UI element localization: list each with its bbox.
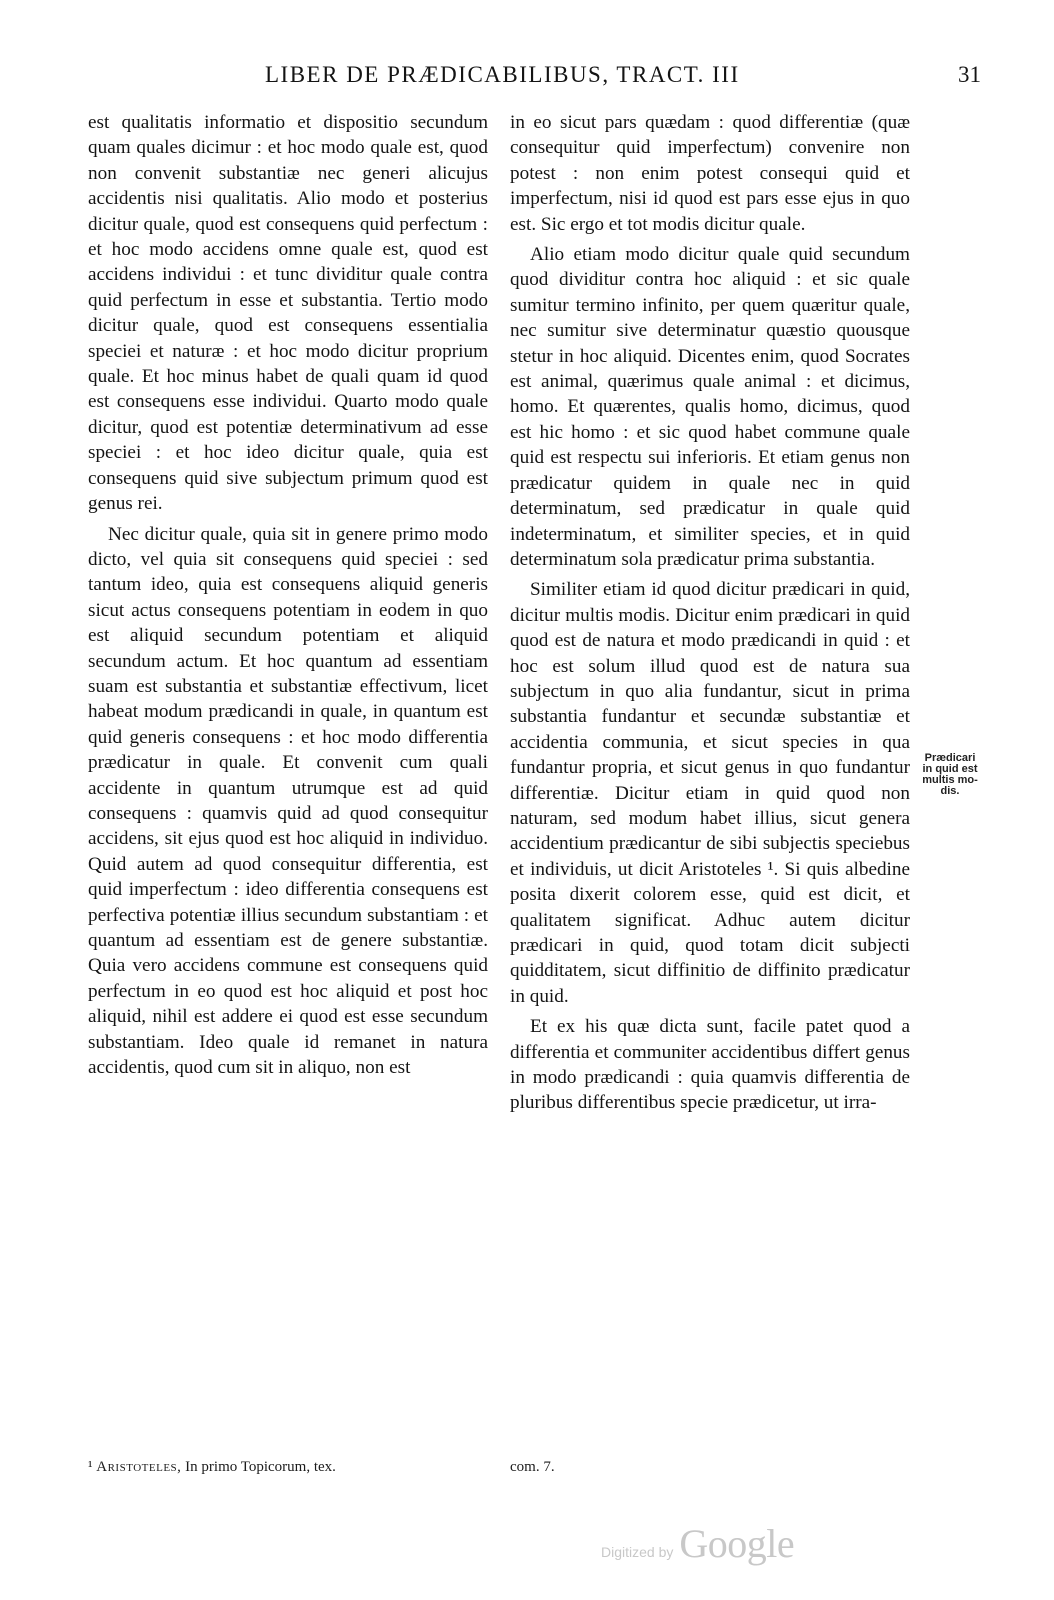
footnote xyxy=(88,1459,336,1476)
running-title: LIBER DE PRÆDICABILIBUS, TRACT. III xyxy=(265,62,740,87)
marginal-note xyxy=(906,753,994,797)
paragraph: est qualitatis informatio et dispositio secundum quam quales dicimur : et hoc modo quale est, quod non convenit substantiæ nec generi alicujus accidentis nisi qualitatis. Alio modo et posterius dicitur quale, quod est consequens quid perfectum : et hoc modo accidens omne quale est, quod est accidens individui : et tunc dividitur quale contra quid perfectum in esse et substantia. Tertio modo dicitur quale, quod est consequens essentialia speciei et naturæ : et hoc modo dicitur proprium quale. Et hoc minus habet de quali quam id quod est consequens esse individui. Quarto modo quale dicitur, quod est potentiæ determinativum ad esse speciei : et hoc ideo dicitur quale, quia est consequens quid sive subjectum primum quod est genus rei. xyxy=(88,112,488,515)
paragraph: Similiter etiam id quod dicitur prædicari in quid, dicitur multis modis. Dicitur enim prædicari in quid quod est de natura et modo prædicandi in quid : et hoc est solum illud quod est de natura sua subjectum in quo alia fundantur, sicut in prima substantia fundantur et secundæ substantiæ et accidentia communia, et sicut species in qua fundantur propria, et sicut genus in quo fundantur differentiæ. Dicitur etiam in quid quod non naturam, sed modum habet illius, sicut genera accidentium prædicantur de sibi subjectis speciebus et individuis, ut dicit Aristoteles ¹. Si quis albedine posita dixerit colorem esse, quid est dicit, et qualitatem significat. Adhuc autem dicitur prædicari in quid, quod totam dicit subjecti quidditatem, sicut diffinitio de diffinito prædicatur in quid. xyxy=(510,579,910,1007)
left-column xyxy=(88,110,488,1080)
digitized-watermark xyxy=(601,1520,794,1570)
marginal-note-line: Prædicari xyxy=(924,752,976,764)
marginal-note-line: dis. xyxy=(940,785,960,797)
paragraph: Alio etiam modo dicitur quale quid secundum quod dividitur contra hoc aliquid : et sic quale sumitur termino infinito, per quem quæritur quale, nec sumitur sive determinatur quæstio quousque stetur in hoc aliquid. Dicentes enim, quod Socrates est animal, quærimus quale animal : et dicimus, homo. Et quærentes, qualis homo, dicimus, quod est hic homo : et sic quod habet commune quale quid est respectu sui inferioris. Et etiam genus non prædicatur quidem in quale nec in quid determinatum, sed prædicatur in quale quid indeterminatum, et similiter species, et in quid determinatum sola prædicatur prima substantia. xyxy=(510,244,910,570)
watermark-prefix: Digitized by xyxy=(601,1544,674,1560)
paragraph: Nec dicitur quale, quia sit in genere primo modo dicto, vel quia sit consequens quid speciei : sed tantum ideo, quia est consequens aliquid generis sicut actus consequens potentiam in eodem in quo est aliquid secundum potentiam et aliquid secundum actum. Et hoc quantum ad essentiam suam est substantia et substantiæ effectivum, licet habeat modum prædicandi in quale, in quantum est quid generis consequens : et hoc modo differentia prædicatur in quale. Et convenit cum quali accidente in quantum utrumque est ad quid consequens : quamvis quid ad quod consequitur accidens, sit ejus quod est hoc aliquid in individuo. Quid autem ad quod consequitur differentia, est quid imperfectum : ideo differentia consequens est perfectiva potentiæ illius secundum substantiam : et quantum ad essentiam est de genere substantiæ. Quia vero accidens commune est consequens quid perfectum in eo quod est hoc aliquid et post hoc aliquid, nihil est addere ei quod est esse secundum substantiam. Ideo quale id remanet in natura accidentis, quod cum sit in aliquo, non est xyxy=(88,523,488,1079)
footnote-text: com. 7. xyxy=(510,1459,555,1475)
page-header xyxy=(0,62,1054,92)
footnote-continuation xyxy=(510,1459,555,1476)
footnote-text: In primo Topicorum, tex. xyxy=(185,1459,336,1475)
paragraph: Et ex his quæ dicta sunt, facile patet quod a differentia et communiter accidentibus differt genus in modo prædicandi : quia quamvis differentia de pluribus differentibus specie prædicetur, ut irra- xyxy=(510,1016,910,1114)
paragraph: in eo sicut pars quædam : quod differentiæ (quæ consequitur quid imperfectum) convenire non potest : non enim potest consequi quid et imperfectum, nisi id quod est pars esse ejus in quo est. Sic ergo et tot modis dicitur quale. xyxy=(510,112,910,235)
footnote-marker: ¹ xyxy=(88,1459,93,1475)
marginal-note-line: multis mo- xyxy=(922,774,978,786)
right-column xyxy=(510,110,910,1116)
marginal-note-line: in quid est xyxy=(922,763,978,775)
google-logo: Google xyxy=(679,1521,795,1566)
footnote-author: Aristoteles, xyxy=(96,1459,182,1475)
page-number: 31 xyxy=(958,62,981,87)
